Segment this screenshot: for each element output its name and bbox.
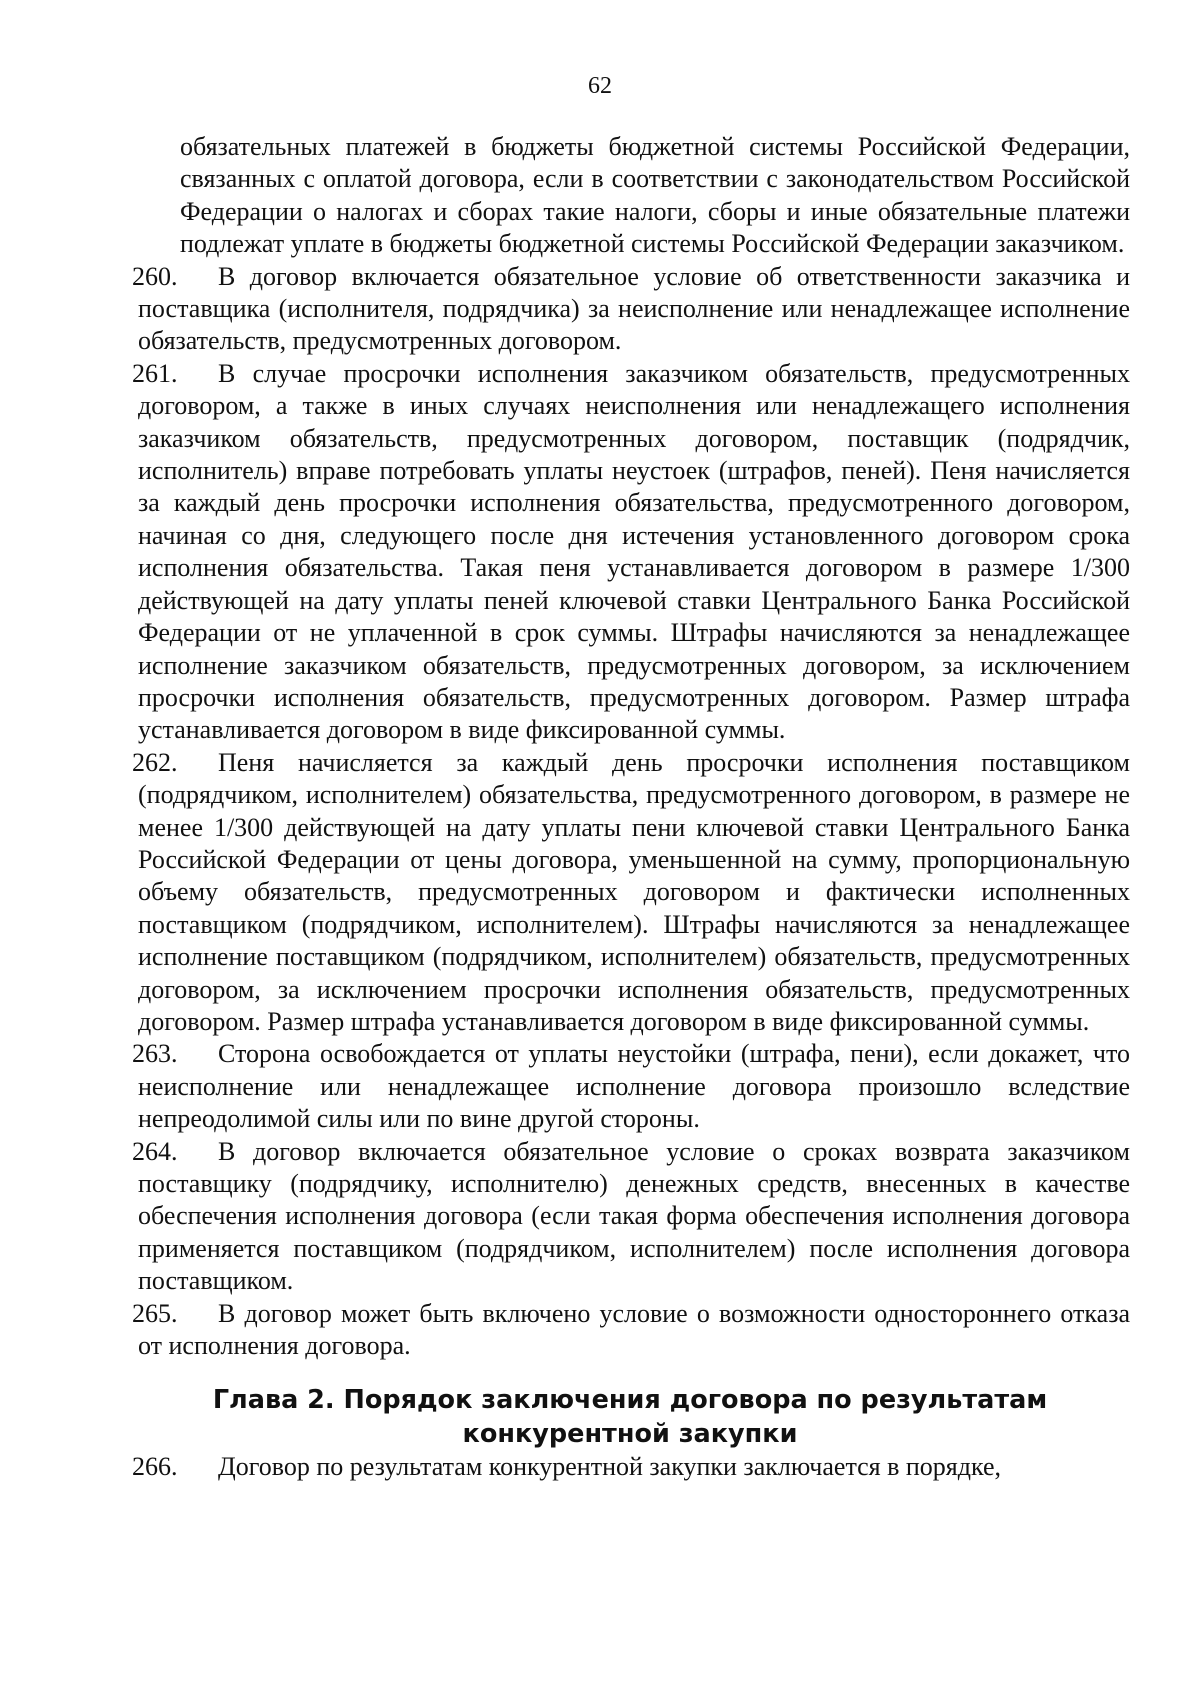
clause-265 [132,1298,1130,1363]
clause-text: Договор по результатам конкурентной закупки заключается в порядке, [218,1452,1002,1482]
clause-264 [132,1136,1130,1298]
clause-262 [132,747,1130,1039]
clause-number: 262. [132,747,178,777]
clause-261 [132,358,1130,747]
clause-text: В договор может быть включено условие о возможности одностороннего отказа от исполнения договора. [138,1298,1130,1361]
clause-text: В договор включается обязательное условие о сроках возврата заказчиком поставщику (подрядчику, исполнителю) денежных средств, внесенных в качестве обеспечения исполнения договора (если такая форма обеспечения исполнения договора применяется поставщиком (подрядчиком, исполнителем) после исполнения договора поставщиком. [138,1136,1130,1296]
clause-266 [132,1451,1130,1483]
page-content [132,131,1130,1484]
clause-number: 264. [132,1136,178,1166]
clause-number: 266. [132,1452,178,1482]
clause-260 [132,261,1130,358]
clause-number: 261. [132,358,178,388]
clause-number: 263. [132,1039,178,1069]
clause-text: Сторона освобождается от уплаты неустойки (штрафа, пени), если докажет, что неисполнение или ненадлежащее исполнение договора произошло вследствие непреодолимой силы или по вине другой стороны. [138,1039,1130,1134]
page-number: 62 [588,73,612,99]
clause-text: Пеня начисляется за каждый день просрочки исполнения поставщиком (подрядчиком, исполнителем) обязательства, предусмотренного договором, в размере не менее 1/300 действующей на дату уплаты пени ключевой ставки Центрального Банка Российской Федерации от цены договора, уменьшенной на сумму, пропорциональную объему обязательств, предусмотренных договором и фактически исполненных поставщиком (подрядчиком, исполнителем). Штрафы начисляются за ненадлежащее исполнение поставщиком (подрядчиком, исполнителем) обязательств, предусмотренных договором, за исключением просрочки исполнения обязательств, предусмотренных договором. Размер штрафа устанавливается договором в виде фиксированной суммы. [138,747,1130,1036]
clause-number: 260. [132,261,178,291]
continuation-text: обязательных платежей в бюджеты бюджетной системы Российской Федерации, связанных с оплатой договора, если в соответствии с законодательством Российской Федерации о налогах и сборах такие налоги, сборы и иные обязательные платежи подлежат уплате в бюджеты бюджетной системы Российской Федерации заказчиком. [180,132,1130,259]
clause-number: 265. [132,1298,178,1328]
clause-text: В случае просрочки исполнения заказчиком обязательств, предусмотренных договором, а также в иных случаях неисполнения или ненадлежащего исполнения заказчиком обязательств, предусмотренных договором, поставщик (подрядчик, исполнитель) вправе потребовать уплаты неустоек (штрафов, пеней). Пеня начисляется за каждый день просрочки исполнения обязательства, предусмотренного договором, начиная со дня, следующего после дня истечения установленного договором срока исполнения обязательства. Такая пеня устанавливается договором в размере 1/300 действующей на дату уплаты пеней ключевой ставки Центрального Банка Российской Федерации от не уплаченной в срок суммы. Штрафы начисляются за ненадлежащее исполнение заказчиком обязательств, предусмотренных договором, за исключением просрочки исполнения обязательств, предусмотренных договором. Размер штрафа устанавливается договором в виде фиксированной суммы. [138,358,1130,745]
clause-text: В договор включается обязательное условие об ответственности заказчика и поставщика (исполнителя, подрядчика) за неисполнение или ненадлежащее исполнение обязательств, предусмотренных договором. [138,261,1130,356]
clause-263 [132,1038,1130,1135]
chapter-title: Глава 2. Порядок заключения договора по результатам конкурентной закупки [212,1385,1048,1450]
